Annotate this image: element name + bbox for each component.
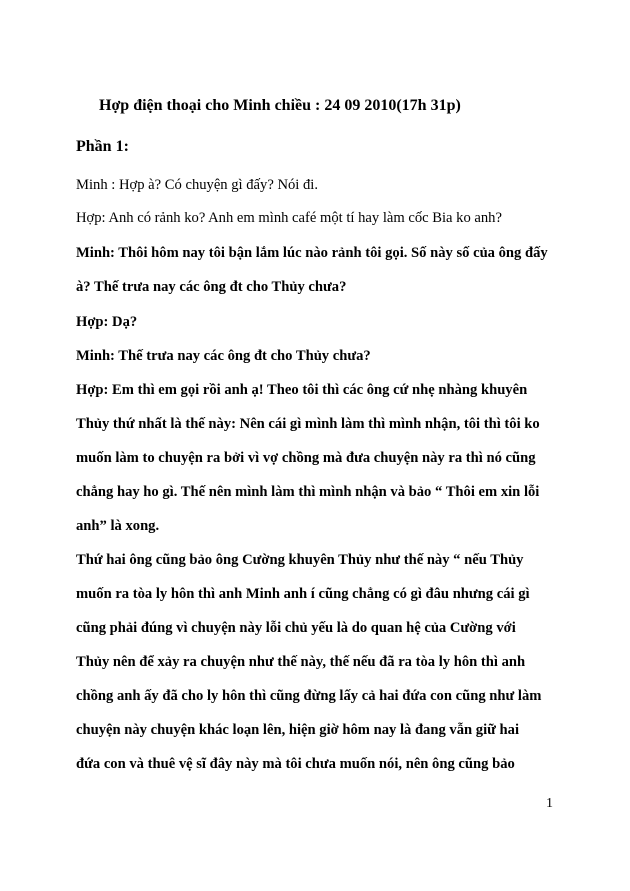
text-line: à? Thế trưa nay các ông đt cho Thủy chưa? bbox=[76, 279, 347, 295]
text-line: chồng anh ấy đã cho ly hôn thì cũng đừng lấy cả hai đứa con cũng như làm bbox=[76, 688, 542, 704]
text-line: chuyện này chuyện khác loạn lên, hiện giờ hôm nay là đang vẫn giữ hai bbox=[76, 722, 520, 738]
text-line: anh” là xong. bbox=[76, 518, 160, 534]
section-heading: Phần 1: bbox=[76, 138, 129, 155]
text-line: Hợp: Em thì em gọi rồi anh ạ! Theo tôi thì các ông cứ nhẹ nhàng khuyên bbox=[76, 382, 528, 398]
text-line: muốn làm to chuyện ra bởi vì vợ chồng mà đưa chuyện này ra thì nó cũng bbox=[76, 450, 536, 466]
page-number: 1 bbox=[546, 796, 553, 811]
document-title: Hợp điện thoại cho Minh chiều : 24 09 2010(17h 31p) bbox=[99, 97, 461, 114]
text-line: Thủy nên để xảy ra chuyện như thế này, thế nếu đã ra tòa ly hôn thì anh bbox=[76, 654, 526, 670]
text-line: Hợp: Anh có rảnh ko? Anh em mình café một tí hay làm cốc Bia ko anh? bbox=[76, 210, 502, 226]
text-line: Minh: Thế trưa nay các ông đt cho Thủy chưa? bbox=[76, 348, 371, 364]
text-line: Thứ hai ông cũng bảo ông Cường khuyên Thủy như thế này “ nếu Thủy bbox=[76, 552, 524, 568]
text-line: chẳng hay ho gì. Thế nên mình làm thì mình nhận và bảo “ Thôi em xin lỗi bbox=[76, 484, 540, 500]
text-line: Thủy thứ nhất là thế này: Nên cái gì mình làm thì mình nhận, tôi thì tôi ko bbox=[76, 416, 540, 432]
text-line: Minh: Thôi hôm nay tôi bận lắm lúc nào rảnh tôi gọi. Số này số của ông đấy bbox=[76, 245, 548, 261]
text-line: cũng phải đúng vì chuyện này lỗi chủ yếu là do quan hệ của Cường với bbox=[76, 620, 516, 636]
text-line: Hợp: Dạ? bbox=[76, 314, 138, 330]
text-line: đứa con và thuê vệ sĩ đây này mà tôi chưa muốn nói, nên ông cũng bảo bbox=[76, 756, 515, 772]
text-line: muốn ra tòa ly hôn thì anh Minh anh í cũng chẳng có gì đâu nhưng cái gì bbox=[76, 586, 530, 602]
text-line: Minh : Hợp à? Có chuyện gì đấy? Nói đi. bbox=[76, 177, 318, 193]
